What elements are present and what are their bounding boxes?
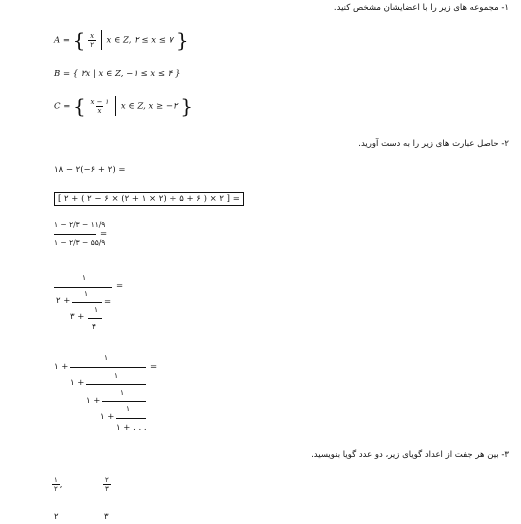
cf4-one: ۱ <box>82 273 87 282</box>
cf4-three: ۳ + <box>70 312 85 322</box>
cf5-one-3: ۱ <box>120 388 125 397</box>
cf5-plus-2: ۱ + <box>70 378 85 388</box>
set-a: A = { $\frac{x}{۲}$ x ∈ Z, ۲ ≤ x ≤ ۷ } <box>54 28 189 52</box>
cf5-plus-1: ۱ + <box>54 362 69 372</box>
cf5-plus-4: ۱ + <box>100 412 115 422</box>
expression-2: [ ۲ + ( ۲ − ۶ × (۲ + ۱ × ۲) ÷ ۵ + ۶ ) × ۲ ] = <box>54 192 244 206</box>
cf4-one-b: ۱ <box>84 289 89 298</box>
cf5-equals: = <box>150 362 158 372</box>
expression-3-equals: = <box>100 229 108 239</box>
question-2-title: ۲- حاصل عبارت های زیر را به دست آورید. <box>358 139 509 149</box>
pair-2: $\frac{۲}{۳}$ <box>105 476 109 493</box>
cf5-dots: ۱ + . . . <box>116 423 147 433</box>
cf5-one-1: ۱ <box>104 353 109 362</box>
set-c: C = { $\frac{x - ۱}{x}$ x ∈ Z, x ≥ −۲ } <box>54 94 194 118</box>
question-1-title: ۱- مجموعه های زیر را با اعضایشان مشخص کنید. <box>333 3 509 13</box>
expression-1: ۱۸ − ۲(−۶ + ۲) = <box>54 165 126 175</box>
cf5-plus-3: ۱ + <box>86 396 101 406</box>
cf5-one-2: ۱ <box>114 371 119 380</box>
row-2-left: ۲ <box>54 512 59 522</box>
cf4-one-c: ۱ <box>94 305 99 314</box>
cf5-one-4: ۱ <box>126 404 131 413</box>
expression-3-top: ۱ − ۲/۳ − ۱۱/۹ <box>54 220 106 229</box>
pair-1: $\frac{۱}{۲}$ , <box>54 476 63 493</box>
cf4-equals-b: = <box>104 297 112 307</box>
cf4-equals: = <box>116 281 124 291</box>
cf4-four: ۴ <box>92 322 97 331</box>
row-2-right: ۳ <box>104 512 109 522</box>
question-3-title: ۳- بین هر جفت از اعداد گویای زیر، دو عدد گویا بنویسید. <box>311 450 509 460</box>
cf4-two: ۲ + <box>56 296 71 306</box>
set-b: B = { ۲x | x ∈ Z, −۱ ≤ x ≤ ۴ } <box>54 69 181 79</box>
expression-3-bottom: ۱ − ۲/۳ − ۵۵/۹ <box>54 238 106 247</box>
